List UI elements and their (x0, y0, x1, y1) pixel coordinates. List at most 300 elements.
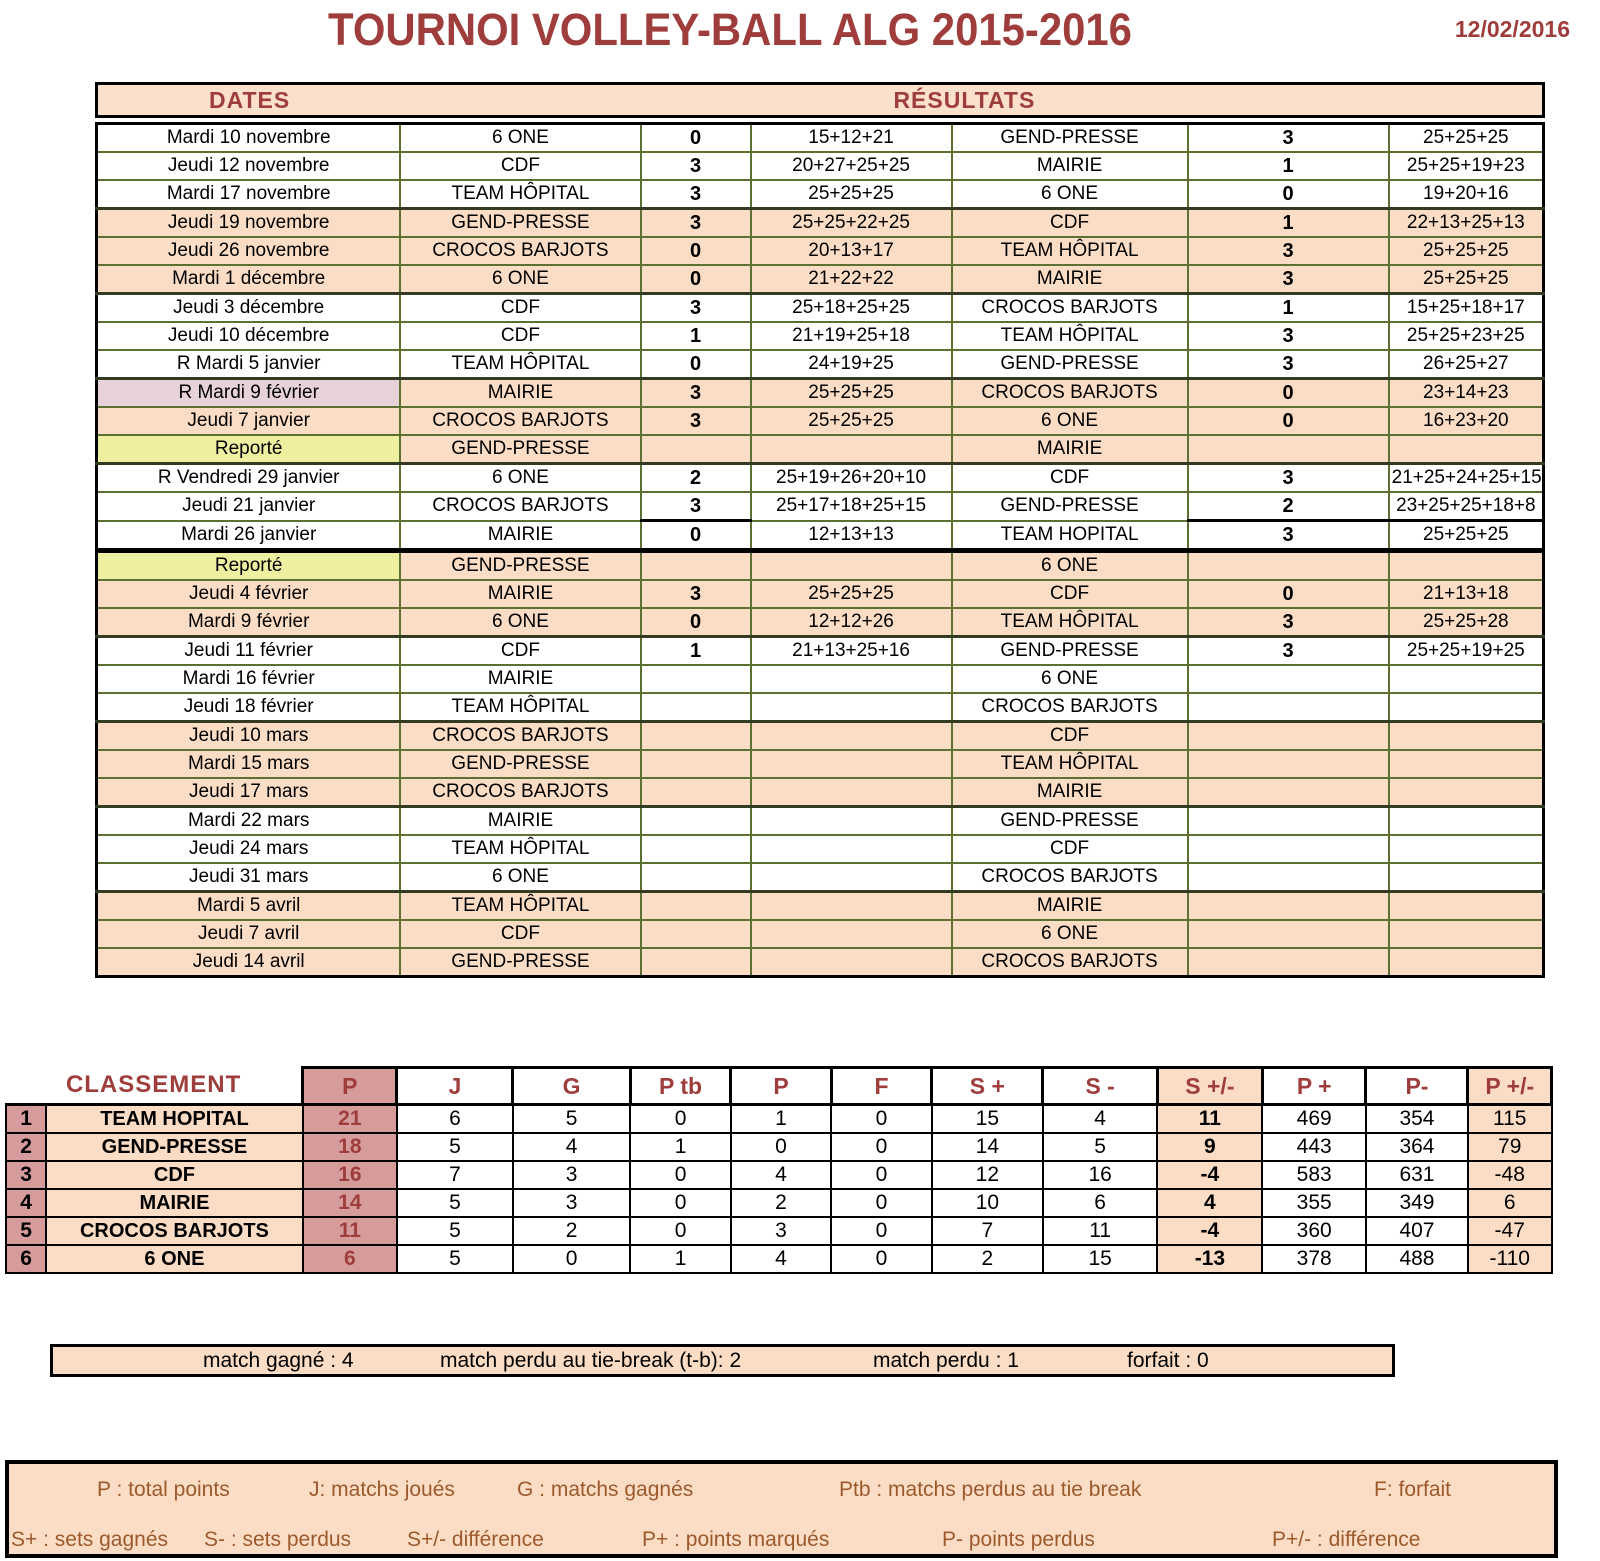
table-row (97, 379, 1544, 408)
home-sets-cell: 15+12+21 (751, 124, 952, 153)
away-sets-cell: 22+13+25+13 (1389, 209, 1544, 238)
home-score-cell (641, 948, 751, 977)
away-team-cell: MAIRIE (952, 778, 1188, 807)
away-sets-cell: 19+20+16 (1389, 180, 1544, 209)
page-title: TOURNOI VOLLEY-BALL ALG 2015-2016 (328, 4, 1132, 55)
team-name-cell: TEAM HOPITAL (46, 1105, 303, 1134)
home-team-cell: GEND-PRESSE (400, 948, 640, 977)
away-team-cell: 6 ONE (952, 180, 1188, 209)
home-team-cell: GEND-PRESSE (400, 750, 640, 778)
match-schedule-table (95, 122, 1545, 978)
sets-won-cell: 12 (932, 1161, 1043, 1189)
table-row (97, 835, 1544, 863)
forfeit-cell: 0 (831, 1161, 931, 1189)
away-sets-cell: 25+25+28 (1389, 608, 1544, 637)
legend-match-perdu-tb: match perdu au tie-break (t-b): 2 (440, 1349, 742, 1372)
match-date-cell: Mardi 10 novembre (97, 124, 401, 153)
table-row (97, 322, 1544, 350)
rank-cell: 3 (6, 1161, 46, 1189)
lost-tiebreak-cell: 0 (630, 1217, 730, 1245)
table-row (97, 580, 1544, 608)
rank-cell: 4 (6, 1189, 46, 1217)
sets-lost-cell: 11 (1043, 1217, 1157, 1245)
table-row (97, 492, 1544, 521)
sets-diff-cell: -4 (1157, 1217, 1262, 1245)
table-row (97, 892, 1544, 921)
home-sets-cell (751, 551, 952, 581)
away-sets-cell: 15+25+18+17 (1389, 294, 1544, 323)
away-team-cell: TEAM HÔPITAL (952, 608, 1188, 637)
home-sets-cell: 12+13+13 (751, 521, 952, 551)
match-date-cell: Jeudi 14 avril (97, 948, 401, 977)
home-sets-cell: 20+13+17 (751, 237, 952, 265)
home-sets-cell: 25+19+26+20+10 (751, 464, 952, 493)
won-cell: 3 (513, 1161, 630, 1189)
match-date-cell: Mardi 15 mars (97, 750, 401, 778)
away-team-cell: TEAM HÔPITAL (952, 322, 1188, 350)
home-score-cell (641, 835, 751, 863)
sets-lost-cell: 15 (1043, 1245, 1157, 1273)
away-team-cell: TEAM HÔPITAL (952, 750, 1188, 778)
table-row (97, 350, 1544, 379)
away-team-cell: CROCOS BARJOTS (952, 379, 1188, 408)
away-team-cell: CROCOS BARJOTS (952, 294, 1188, 323)
home-team-cell: TEAM HÔPITAL (400, 180, 640, 209)
points-cell: 6 (303, 1245, 397, 1273)
home-sets-cell (751, 693, 952, 722)
away-team-cell: 6 ONE (952, 551, 1188, 581)
won-cell: 5 (513, 1105, 630, 1134)
home-sets-cell: 20+27+25+25 (751, 152, 952, 180)
away-score-cell: 1 (1188, 209, 1389, 238)
home-sets-cell: 25+25+22+25 (751, 209, 952, 238)
forfeit-cell: 0 (831, 1189, 931, 1217)
home-team-cell: CDF (400, 637, 640, 666)
match-date-cell: Mardi 9 février (97, 608, 401, 637)
match-date-cell: Reporté (97, 435, 401, 464)
points-against-cell: 488 (1366, 1245, 1468, 1273)
lost-cell: 4 (731, 1161, 831, 1189)
sets-diff-cell: -13 (1157, 1245, 1262, 1273)
away-sets-cell: 21+25+24+25+15 (1389, 464, 1544, 493)
match-table-header (95, 82, 1545, 118)
rank-cell: 5 (6, 1217, 46, 1245)
away-score-cell: 1 (1188, 152, 1389, 180)
home-team-cell: 6 ONE (400, 608, 640, 637)
standings-section (5, 1066, 1553, 1274)
away-score-cell (1188, 948, 1389, 977)
home-sets-cell: 25+25+25 (751, 580, 952, 608)
table-row (97, 435, 1544, 464)
table-row (97, 521, 1544, 551)
home-score-cell: 3 (641, 180, 751, 209)
col-header-p-diff: P +/- (1468, 1068, 1552, 1105)
away-team-cell: CDF (952, 835, 1188, 863)
away-team-cell: GEND-PRESSE (952, 807, 1188, 836)
points-for-cell: 443 (1262, 1133, 1366, 1161)
home-team-cell: MAIRIE (400, 521, 640, 551)
match-date-cell: Mardi 5 avril (97, 892, 401, 921)
home-score-cell: 3 (641, 407, 751, 435)
away-sets-cell: 25+25+25 (1389, 124, 1544, 153)
abbr-s-minus: S- : sets perdus (204, 1528, 352, 1551)
won-cell: 2 (513, 1217, 630, 1245)
table-row (97, 152, 1544, 180)
match-date-cell: Jeudi 26 novembre (97, 237, 401, 265)
home-score-cell: 0 (641, 350, 751, 379)
away-sets-cell: 25+25+19+25 (1389, 637, 1544, 666)
lost-cell: 1 (731, 1105, 831, 1134)
points-cell: 21 (303, 1105, 397, 1134)
match-date-cell: Jeudi 10 décembre (97, 322, 401, 350)
lost-cell: 0 (731, 1133, 831, 1161)
away-score-cell (1188, 778, 1389, 807)
points-cell: 11 (303, 1217, 397, 1245)
home-score-cell (641, 807, 751, 836)
home-sets-cell: 21+13+25+16 (751, 637, 952, 666)
match-date-cell: Jeudi 11 février (97, 637, 401, 666)
away-sets-cell (1389, 750, 1544, 778)
away-sets-cell (1389, 948, 1544, 977)
home-score-cell: 3 (641, 294, 751, 323)
sets-won-cell: 14 (932, 1133, 1043, 1161)
match-date-cell: Mardi 26 janvier (97, 521, 401, 551)
abbr-f: F: forfait (1374, 1478, 1452, 1501)
home-score-cell (641, 435, 751, 464)
table-row (97, 807, 1544, 836)
sets-lost-cell: 4 (1043, 1105, 1157, 1134)
away-sets-cell (1389, 863, 1544, 892)
match-date-cell: Mardi 22 mars (97, 807, 401, 836)
report-date: 12/02/2016 (1454, 16, 1570, 42)
table-row (97, 722, 1544, 751)
away-sets-cell: 25+25+23+25 (1389, 322, 1544, 350)
lost-cell: 3 (731, 1217, 831, 1245)
table-row (97, 863, 1544, 892)
played-cell: 5 (397, 1217, 513, 1245)
abbr-p-minus: P- points perdus (942, 1528, 1095, 1551)
table-row (97, 407, 1544, 435)
home-score-cell (641, 778, 751, 807)
abbreviations-box (5, 1460, 1558, 1558)
match-date-cell: R Mardi 5 janvier (97, 350, 401, 379)
points-cell: 16 (303, 1161, 397, 1189)
away-sets-cell (1389, 892, 1544, 921)
match-date-cell: Jeudi 18 février (97, 693, 401, 722)
standings-row (6, 1217, 1552, 1245)
home-sets-cell (751, 665, 952, 693)
away-score-cell: 3 (1188, 237, 1389, 265)
home-team-cell: CROCOS BARJOTS (400, 492, 640, 521)
forfeit-cell: 0 (831, 1105, 931, 1134)
home-score-cell: 0 (641, 124, 751, 153)
points-legend-bar (50, 1344, 1395, 1377)
away-sets-cell (1389, 435, 1544, 464)
match-date-cell: Jeudi 24 mars (97, 835, 401, 863)
away-score-cell: 0 (1188, 407, 1389, 435)
home-sets-cell: 25+25+25 (751, 379, 952, 408)
home-score-cell (641, 722, 751, 751)
col-header-ptb: P tb (630, 1068, 730, 1105)
away-sets-cell: 26+25+27 (1389, 350, 1544, 379)
away-sets-cell (1389, 835, 1544, 863)
match-date-cell: Jeudi 3 décembre (97, 294, 401, 323)
away-team-cell: TEAM HÔPITAL (952, 237, 1188, 265)
match-date-cell: R Vendredi 29 janvier (97, 464, 401, 493)
played-cell: 7 (397, 1161, 513, 1189)
away-score-cell (1188, 807, 1389, 836)
forfeit-cell: 0 (831, 1217, 931, 1245)
points-against-cell: 349 (1366, 1189, 1468, 1217)
away-team-cell: CROCOS BARJOTS (952, 948, 1188, 977)
home-sets-cell: 21+19+25+18 (751, 322, 952, 350)
home-sets-cell: 24+19+25 (751, 350, 952, 379)
abbr-s-diff: S+/- différence (407, 1528, 544, 1551)
abbr-p-diff: P+/- : différence (1272, 1528, 1421, 1551)
points-cell: 14 (303, 1189, 397, 1217)
table-row (97, 665, 1544, 693)
forfeit-cell: 0 (831, 1245, 931, 1273)
col-header-p2: P (731, 1068, 831, 1105)
standings-row (6, 1189, 1552, 1217)
away-score-cell: 3 (1188, 124, 1389, 153)
legend-match-gagne: match gagné : 4 (203, 1349, 354, 1372)
abbr-p-plus: P+ : points marqués (642, 1528, 830, 1551)
abbr-ptb: Ptb : matchs perdus au tie break (839, 1478, 1142, 1501)
home-score-cell: 3 (641, 492, 751, 521)
away-team-cell: GEND-PRESSE (952, 492, 1188, 521)
away-sets-cell (1389, 722, 1544, 751)
lost-tiebreak-cell: 1 (630, 1133, 730, 1161)
lost-tiebreak-cell: 0 (630, 1105, 730, 1134)
match-date-cell: Jeudi 7 avril (97, 920, 401, 948)
away-sets-cell (1389, 551, 1544, 581)
sets-won-cell: 2 (932, 1245, 1043, 1273)
rank-cell: 2 (6, 1133, 46, 1161)
standings-row (6, 1105, 1552, 1134)
table-row (97, 608, 1544, 637)
away-team-cell: 6 ONE (952, 665, 1188, 693)
abbr-p: P : total points (97, 1478, 230, 1501)
away-sets-cell (1389, 665, 1544, 693)
away-sets-cell: 25+25+25 (1389, 521, 1544, 551)
match-date-cell: Jeudi 17 mars (97, 778, 401, 807)
home-team-cell: CDF (400, 920, 640, 948)
lost-cell: 4 (731, 1245, 831, 1273)
home-score-cell (641, 920, 751, 948)
points-for-cell: 355 (1262, 1189, 1366, 1217)
lost-tiebreak-cell: 0 (630, 1189, 730, 1217)
match-date-cell: Jeudi 10 mars (97, 722, 401, 751)
table-row (97, 551, 1544, 581)
away-score-cell (1188, 920, 1389, 948)
team-name-cell: MAIRIE (46, 1189, 303, 1217)
away-score-cell: 0 (1188, 379, 1389, 408)
home-team-cell: TEAM HÔPITAL (400, 835, 640, 863)
table-row (97, 637, 1544, 666)
away-team-cell: GEND-PRESSE (952, 637, 1188, 666)
away-sets-cell: 16+23+20 (1389, 407, 1544, 435)
away-team-cell: CROCOS BARJOTS (952, 863, 1188, 892)
sets-diff-cell: -4 (1157, 1161, 1262, 1189)
table-row (97, 209, 1544, 238)
won-cell: 3 (513, 1189, 630, 1217)
home-team-cell: CROCOS BARJOTS (400, 778, 640, 807)
home-team-cell: CROCOS BARJOTS (400, 722, 640, 751)
abbr-j: J: matchs joués (309, 1478, 455, 1501)
away-score-cell: 3 (1188, 350, 1389, 379)
resultats-header-label: RÉSULTATS (893, 87, 1036, 113)
home-sets-cell (751, 948, 952, 977)
team-name-cell: CDF (46, 1161, 303, 1189)
away-sets-cell (1389, 778, 1544, 807)
away-team-cell: MAIRIE (952, 435, 1188, 464)
away-team-cell: CDF (952, 722, 1188, 751)
away-sets-cell: 23+14+23 (1389, 379, 1544, 408)
legend-match-perdu: match perdu : 1 (873, 1349, 1019, 1372)
rank-cell: 6 (6, 1245, 46, 1273)
away-score-cell (1188, 892, 1389, 921)
points-cell: 18 (303, 1133, 397, 1161)
away-score-cell: 3 (1188, 637, 1389, 666)
home-sets-cell: 12+12+26 (751, 608, 952, 637)
sets-diff-cell: 11 (1157, 1105, 1262, 1134)
home-score-cell: 1 (641, 637, 751, 666)
home-score-cell (641, 863, 751, 892)
points-for-cell: 378 (1262, 1245, 1366, 1273)
home-score-cell (641, 665, 751, 693)
home-score-cell: 0 (641, 608, 751, 637)
home-score-cell: 0 (641, 265, 751, 294)
home-sets-cell (751, 778, 952, 807)
match-date-cell: Mardi 16 février (97, 665, 401, 693)
table-row (97, 948, 1544, 977)
forfeit-cell: 0 (831, 1133, 931, 1161)
away-sets-cell (1389, 807, 1544, 836)
points-diff-cell: -47 (1468, 1217, 1552, 1245)
points-diff-cell: 115 (1468, 1105, 1552, 1134)
home-score-cell: 1 (641, 322, 751, 350)
away-sets-cell: 25+25+25 (1389, 237, 1544, 265)
match-date-cell: Mardi 17 novembre (97, 180, 401, 209)
points-against-cell: 631 (1366, 1161, 1468, 1189)
away-team-cell: CROCOS BARJOTS (952, 693, 1188, 722)
points-diff-cell: 79 (1468, 1133, 1552, 1161)
sets-lost-cell: 6 (1043, 1189, 1157, 1217)
lost-tiebreak-cell: 0 (630, 1161, 730, 1189)
match-date-cell: Jeudi 19 novembre (97, 209, 401, 238)
sets-won-cell: 15 (932, 1105, 1043, 1134)
table-row (97, 464, 1544, 493)
home-team-cell: CROCOS BARJOTS (400, 237, 640, 265)
away-sets-cell: 21+13+18 (1389, 580, 1544, 608)
match-date-cell: Jeudi 4 février (97, 580, 401, 608)
dates-header-label: DATES (208, 87, 291, 113)
match-date-cell: Jeudi 31 mars (97, 863, 401, 892)
col-header-s-plus: S + (932, 1068, 1043, 1105)
home-score-cell: 0 (641, 237, 751, 265)
points-against-cell: 354 (1366, 1105, 1468, 1134)
standings-row (6, 1161, 1552, 1189)
home-score-cell: 3 (641, 209, 751, 238)
points-diff-cell: 6 (1468, 1189, 1552, 1217)
lost-cell: 2 (731, 1189, 831, 1217)
home-team-cell: MAIRIE (400, 665, 640, 693)
away-score-cell (1188, 551, 1389, 581)
played-cell: 5 (397, 1133, 513, 1161)
standings-header-row (6, 1068, 1552, 1105)
col-header-p: P (303, 1068, 397, 1105)
home-team-cell: GEND-PRESSE (400, 435, 640, 464)
col-header-j: J (397, 1068, 513, 1105)
home-score-cell: 2 (641, 464, 751, 493)
col-header-p-minus: P- (1366, 1068, 1468, 1105)
home-team-cell: MAIRIE (400, 580, 640, 608)
match-date-cell: Jeudi 7 janvier (97, 407, 401, 435)
home-sets-cell (751, 435, 952, 464)
away-team-cell: CDF (952, 580, 1188, 608)
col-header-s-minus: S - (1043, 1068, 1157, 1105)
away-score-cell: 3 (1188, 464, 1389, 493)
away-score-cell: 3 (1188, 322, 1389, 350)
lost-tiebreak-cell: 1 (630, 1245, 730, 1273)
col-header-g: G (513, 1068, 630, 1105)
home-team-cell: 6 ONE (400, 124, 640, 153)
away-score-cell (1188, 665, 1389, 693)
home-team-cell: CDF (400, 294, 640, 323)
col-header-s-diff: S +/- (1157, 1068, 1262, 1105)
team-name-cell: GEND-PRESSE (46, 1133, 303, 1161)
points-diff-cell: -48 (1468, 1161, 1552, 1189)
away-team-cell: GEND-PRESSE (952, 124, 1188, 153)
match-date-cell: Jeudi 21 janvier (97, 492, 401, 521)
team-name-cell: 6 ONE (46, 1245, 303, 1273)
home-sets-cell (751, 807, 952, 836)
home-team-cell: CDF (400, 322, 640, 350)
away-sets-cell: 25+25+19+23 (1389, 152, 1544, 180)
home-sets-cell (751, 722, 952, 751)
table-row (97, 778, 1544, 807)
table-row (97, 750, 1544, 778)
played-cell: 5 (397, 1189, 513, 1217)
away-score-cell: 3 (1188, 608, 1389, 637)
home-team-cell: MAIRIE (400, 807, 640, 836)
away-sets-cell (1389, 693, 1544, 722)
match-date-cell: Mardi 1 décembre (97, 265, 401, 294)
home-team-cell: TEAM HÔPITAL (400, 892, 640, 921)
sets-diff-cell: 9 (1157, 1133, 1262, 1161)
points-diff-cell: -110 (1468, 1245, 1552, 1273)
away-team-cell: MAIRIE (952, 152, 1188, 180)
away-score-cell (1188, 835, 1389, 863)
away-team-cell: TEAM HOPITAL (952, 521, 1188, 551)
table-row (97, 294, 1544, 323)
home-team-cell: TEAM HÔPITAL (400, 350, 640, 379)
points-for-cell: 583 (1262, 1161, 1366, 1189)
away-sets-cell (1389, 920, 1544, 948)
home-sets-cell: 21+22+22 (751, 265, 952, 294)
match-date-cell: Jeudi 12 novembre (97, 152, 401, 180)
home-team-cell: GEND-PRESSE (400, 551, 640, 581)
away-score-cell (1188, 693, 1389, 722)
away-team-cell: MAIRIE (952, 892, 1188, 921)
match-schedule-section (95, 82, 1545, 978)
col-header-p-plus: P + (1262, 1068, 1366, 1105)
away-score-cell: 0 (1188, 180, 1389, 209)
home-team-cell: GEND-PRESSE (400, 209, 640, 238)
home-sets-cell (751, 892, 952, 921)
away-team-cell: 6 ONE (952, 920, 1188, 948)
